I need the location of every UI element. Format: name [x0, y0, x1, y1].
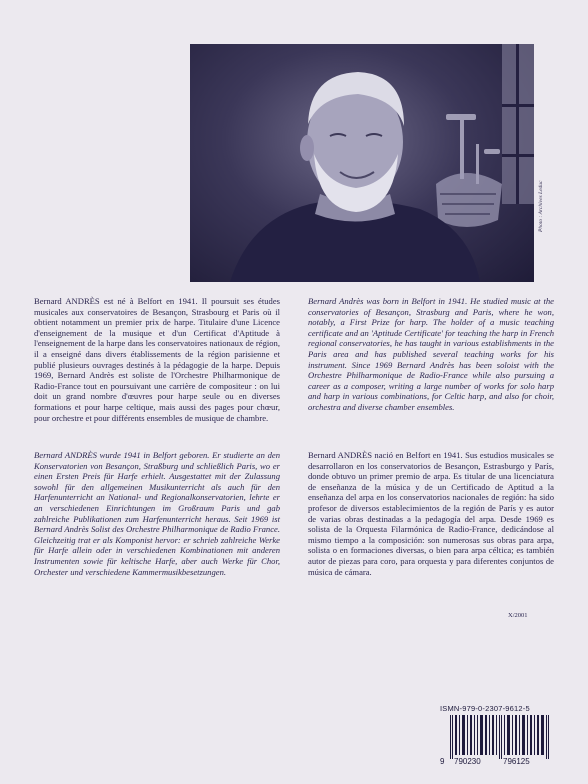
ismn-number: ISMN-979-0-2307-9612-5: [440, 704, 530, 713]
biography-german: Bernard ANDRÈS wurde 1941 in Belfort geboren. Er studierte an den Konservatorien von Besançon, Straßburg und schließlich Paris, wo er einen Ersten Preis für Harfe erhielt. Ausgestattet mit der Zulassung sowohl für den allgemeinen Musikunterricht als auch für den Harfenunterricht an National- und Regionalkonservatorien, lehrte er an verschiedenen Einrichtungen im Großraum Paris und gab zahlreiche Publikationen zum Harfenunterricht heraus. Seit 1969 ist Bernard Andrès Solist des Orchestre Philharmonique de Radio France. Gleichzeitig trat er als Komponist hervor: er schrieb zahlreiche Werke für Harfe allein oder in verschiedenen Kombinationen mit anderen Instrumenten sowie für keltische Harfe, aber auch Werke für Chor, Orchester und verschiedene Kammermusikbesetzungen.: [34, 450, 280, 577]
biography-french: Bernard ANDRÈS est né à Belfort en 1941. Il poursuit ses études musicales aux conservatoires de Besançon, Strasbourg et Paris où il obtient notamment un premier prix de harpe. Titulaire d'une Licence d'enseignement de la musique et d'un Certificat d'Aptitude à l'enseignement de la harpe dans les conservatoires nationaux de région, il a enseigné dans divers établissements de la région parisienne et publié plusieurs ouvrages destinés à la pédagogie de la harpe. Depuis 1969, Bernard Andrès est soliste de l'Orchestre Philharmonique de Radio-France tout en poursuivant une carrière de compositeur : on lui doit un grand nombre d'œuvres pour harpe seule ou en diverses formations et pour harpe celtique, mais aussi des pages pour chœur, pour orchestre et pour différents ensembles de musique de chambre.: [34, 296, 280, 423]
biography-spanish: Bernard ANDRÈS nació en Belfort en 1941. Sus estudios musicales se desarrollaron en los conservatorios de Besançon, Estrasburgo y París, donde obtuvo un primer premio de arpa. Es titular de una licenciatura de enseñanza de la música y de un Certificado de Aptitud a la enseñanza del arpa en los conservatorios nacionales de región: ha sido profesor de diversos establecimientos de la región de París y es autor de varias obras destinadas a la pedagogía del arpa. Desde 1969 es solista de la Orquesta Filarmónica de Radio-France, dedicándose al mismo tiempo a la composición: son numerosas sus obras para arpa, solista o en formaciones diversas, o bien para arpa céltica; es también autor de piezas para coro, para orquesta y para diferentes conjuntos de música de cámara.: [308, 450, 554, 577]
barcode-digit-lead: 9: [440, 757, 445, 766]
barcode-icon: [442, 715, 558, 759]
barcode-digits-right: 796125: [503, 757, 530, 766]
photo-credit: Photo : Archives Leduc: [538, 180, 544, 232]
barcode-digits-left: 790230: [454, 757, 481, 766]
biography-english: Bernard Andrès was born in Belfort in 1941. He studied music at the conservatories of Besançon, Strasburg and Paris, where he won, notably, a First Prize for harp. The holder of a music teaching certificate and an 'Aptitude Certificate' for teaching the harp in French regional conservatories, he has taught in various establishments in the Paris area and has published several teaching works for his instrument. Since 1969 Bernard Andrès has been soloist with the Orchestre Philharmonique de Radio-France while also pursuing a career as a composer, writing a large number of works for solo harp and harp in various combinations, for Celtic harp, and also for choir, orchestra and diverse chamber ensembles.: [308, 296, 554, 412]
composer-photo: [190, 44, 534, 282]
composer-portrait-illustration: [190, 44, 534, 282]
edition-date: X/2001: [508, 612, 528, 619]
barcode-block: [440, 704, 560, 768]
